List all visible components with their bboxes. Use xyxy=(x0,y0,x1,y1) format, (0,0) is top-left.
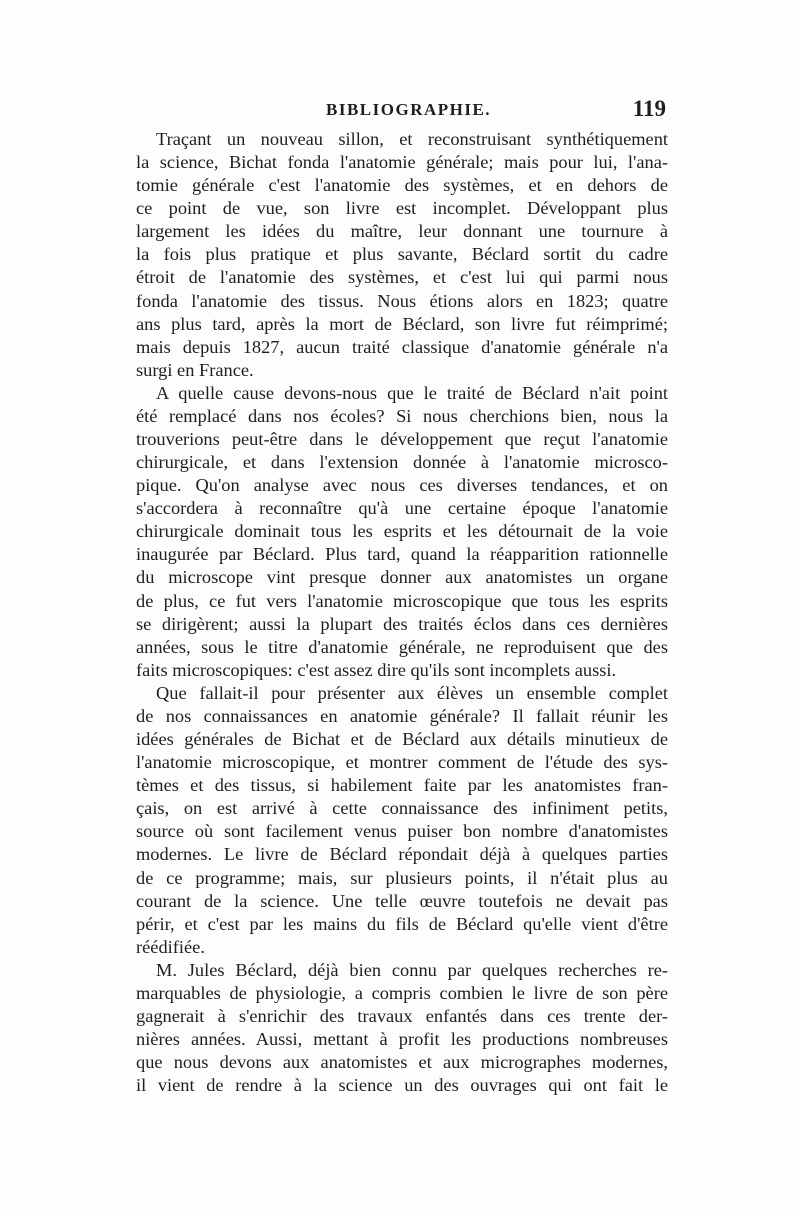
text-line: s'accordera à reconnaître qu'à une certaine époque l'anatomie xyxy=(136,498,668,519)
text-line: inaugurée par Béclard. Plus tard, quand la réapparition rationnelle xyxy=(136,544,668,565)
body-text xyxy=(136,128,668,1097)
paragraph-4 xyxy=(136,959,668,1097)
running-head xyxy=(136,96,668,126)
text-line: ans plus tard, après la mort de Béclard, son livre fut réimprimé; xyxy=(136,313,668,334)
text-line: du microscope vint presque donner aux anatomistes un organe xyxy=(136,567,668,588)
text-line: chirurgicale, et dans l'extension donnée à l'anatomie microsco- xyxy=(136,452,668,473)
paragraph-3 xyxy=(136,682,668,959)
page-number: 119 xyxy=(632,96,666,121)
text-line: il vient de rendre à la science un des ouvrages qui ont fait le xyxy=(136,1075,668,1096)
text-line: nières années. Aussi, mettant à profit les productions nombreuses xyxy=(136,1029,668,1050)
text-line: trouverions peut-être dans le développement que reçut l'anatomie xyxy=(136,429,668,450)
text-line: réédifiée. xyxy=(136,936,205,957)
text-line: idées générales de Bichat et de Béclard aux détails minutieux de xyxy=(136,729,668,750)
paragraph-2 xyxy=(136,382,668,682)
text-line: étroit de l'anatomie des systèmes, et c'est lui qui parmi nous xyxy=(136,267,668,288)
text-line: ce point de vue, son livre est incomplet. Développant plus xyxy=(136,198,668,219)
text-line: çais, on est arrivé à cette connaissance des infiniment petits, xyxy=(136,798,668,819)
text-line: la fois plus pratique et plus savante, Béclard sortit du cadre xyxy=(136,244,668,265)
text-line: se dirigèrent; aussi la plupart des traités éclos dans ces dernières xyxy=(136,613,668,634)
text-line: été remplacé dans nos écoles? Si nous cherchions bien, nous la xyxy=(136,405,668,426)
text-line: gagnerait à s'enrichir des travaux enfantés dans ces trente der- xyxy=(136,1005,668,1026)
text-line: années, sous le titre d'anatomie générale, ne reproduisent que des xyxy=(136,636,668,657)
text-line: l'anatomie microscopique, et montrer comment de l'étude des sys- xyxy=(136,752,668,773)
text-line: courant de la science. Une telle œuvre toutefois ne devait pas xyxy=(136,890,668,911)
running-title: BIBLIOGRAPHIE. xyxy=(326,100,492,119)
text-line: marquables de physiologie, a compris combien le livre de son père xyxy=(136,982,668,1003)
text-line: Traçant un nouveau sillon, et reconstruisant synthétiquement xyxy=(156,129,668,149)
text-line: de plus, ce fut vers l'anatomie microscopique que tous les esprits xyxy=(136,590,668,611)
text-line: tomie générale c'est l'anatomie des systèmes, et en dehors de xyxy=(136,175,668,196)
text-line: largement les idées du maître, leur donnant une tournure à xyxy=(136,221,668,242)
text-line: fonda l'anatomie des tissus. Nous étions alors en 1823; quatre xyxy=(136,290,668,311)
text-line: de nos connaissances en anatomie générale? Il fallait réunir les xyxy=(136,705,668,726)
text-line: surgi en France. xyxy=(136,359,254,380)
text-line: modernes. Le livre de Béclard répondait déjà à quelques parties xyxy=(136,844,668,865)
text-line: source où sont facilement venus puiser bon nombre d'anatomistes xyxy=(136,821,668,842)
text-line: A quelle cause devons-nous que le traité de Béclard n'ait point xyxy=(156,382,668,403)
paragraph-1 xyxy=(136,128,668,382)
text-line: de ce programme; mais, sur plusieurs points, il n'était plus au xyxy=(136,867,668,888)
text-line: périr, et c'est par les mains du fils de Béclard qu'elle vient d'être xyxy=(136,913,668,934)
text-line: faits microscopiques: c'est assez dire qu'ils sont incomplets aussi. xyxy=(136,659,617,680)
text-line: la science, Bichat fonda l'anatomie générale; mais pour lui, l'ana- xyxy=(136,152,668,173)
text-line: M. Jules Béclard, déjà bien connu par quelques recherches re- xyxy=(156,959,668,980)
text-line: Que fallait-il pour présenter aux élèves un ensemble complet xyxy=(156,682,668,703)
text-line: tèmes et des tissus, si habilement faite par les anatomistes fran- xyxy=(136,775,668,796)
text-line: mais depuis 1827, aucun traité classique d'anatomie générale n'a xyxy=(136,336,668,357)
text-line: pique. Qu'on analyse avec nous ces diverses tendances, et on xyxy=(136,475,668,496)
text-line: que nous devons aux anatomistes et aux micrographes modernes, xyxy=(136,1052,668,1073)
text-line: chirurgicale dominait tous les esprits et les détournait de la voie xyxy=(136,521,668,542)
